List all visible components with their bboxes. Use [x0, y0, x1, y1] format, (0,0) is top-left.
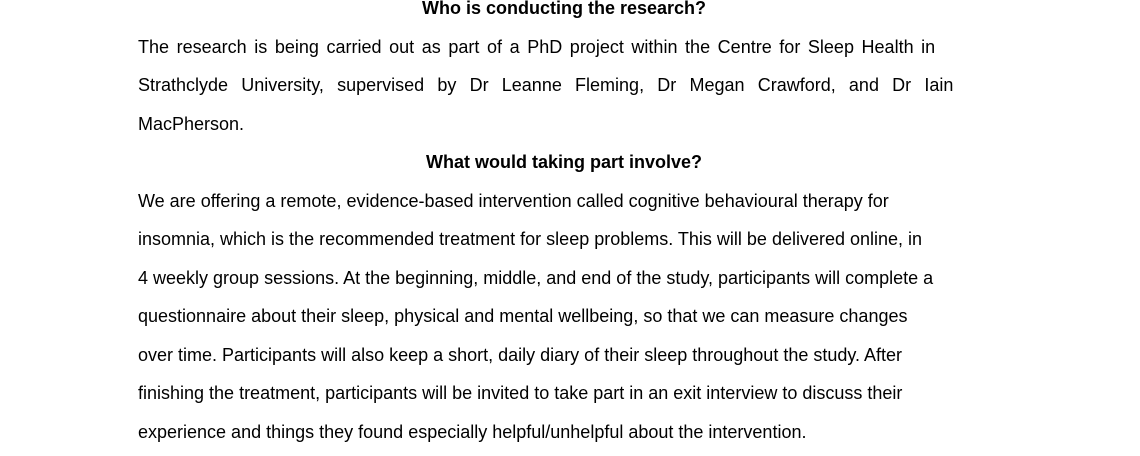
paragraph-line: finishing the treatment, participants will be invited to take part in an exit interview to discuss their: [138, 383, 903, 403]
paragraph-line: We are offering a remote, evidence-based intervention called cognitive behavioural therapy for: [138, 190, 889, 211]
paragraph-line: Strathclyde University, supervised by Dr Leanne Fleming, Dr Megan Crawford, and Dr Iain: [138, 75, 954, 95]
section-heading-who-is-conducting: Who is conducting the research?: [421, 0, 707, 18]
paragraph-participation-details: [138, 182, 990, 452]
paragraph-line: insomnia, which is the recommended treatment for sleep problems. This will be delivered online, in: [138, 229, 923, 249]
paragraph-line: over time. Participants will also keep a short, daily diary of their sleep throughout the study. After: [138, 344, 903, 365]
paragraph-line: questionnaire about their sleep, physical and mental wellbeing, so that we can measure changes: [138, 306, 908, 326]
paragraph-line: The research is being carried out as part of a PhD project within the Centre for Sleep Health in: [138, 36, 936, 57]
paragraph-line: MacPherson.: [138, 113, 245, 134]
paragraph-line: 4 weekly group sessions. At the beginning, middle, and end of the study, participants will complete a: [138, 267, 934, 288]
paragraph-research-team: [138, 28, 990, 144]
paragraph-line: experience and things they found especially helpful/unhelpful about the intervention.: [138, 421, 807, 442]
section-heading-what-would-taking-part-involve: What would taking part involve?: [425, 152, 702, 172]
document-page: [138, 0, 990, 451]
